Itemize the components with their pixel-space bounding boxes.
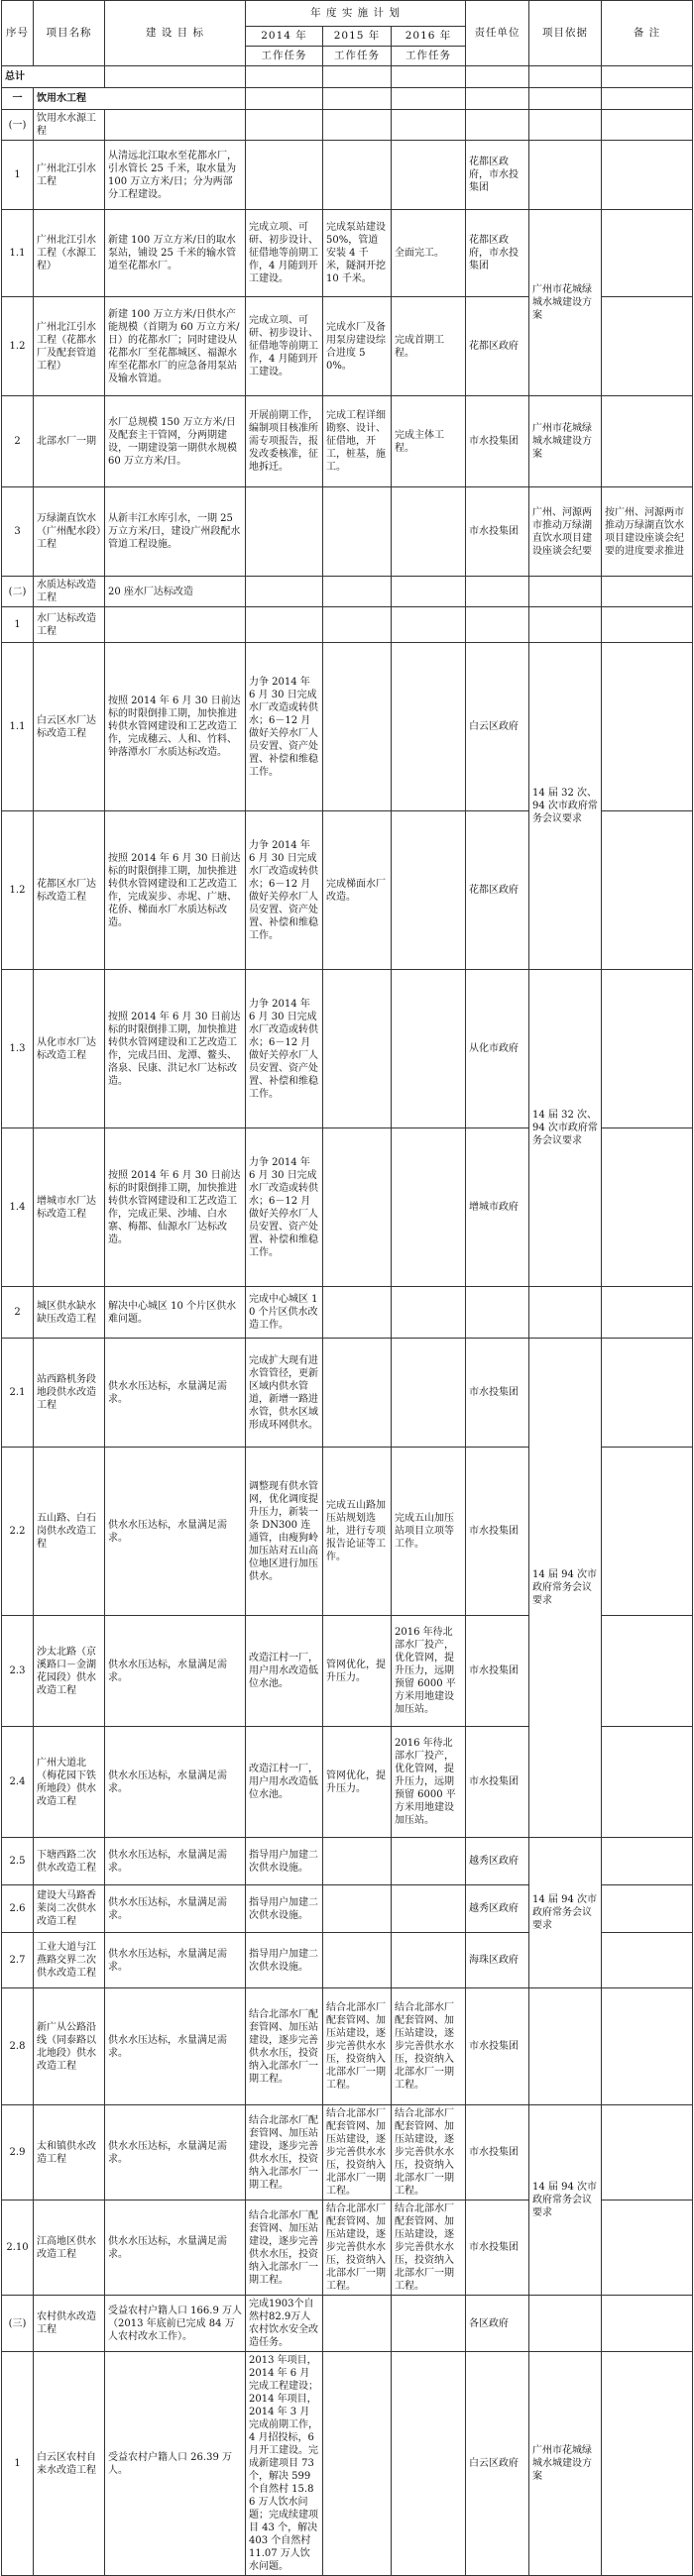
project-name: 建设大马路香莱岗二次供水改造工程: [34, 1885, 105, 1933]
project-name: 北部水厂一期: [34, 396, 105, 487]
row-no: 2: [2, 1287, 34, 1339]
responsible-unit: 市水投集团: [466, 487, 529, 577]
task-2016: 结合北部水厂配套管网、加压站建设，逐步完善供水水压，投资纳入北部水厂一期工程。: [392, 2105, 466, 2200]
task-2015: 完成五山路加压站规划选址，进行专项报告论证等工作。: [323, 1448, 392, 1616]
project-basis: 14 届 32 次、94 次市政府常务会议要求: [529, 970, 602, 1287]
group-goal: 20 座水厂达标改造: [105, 577, 246, 607]
project-name: 从化市水厂达标改造工程: [34, 970, 105, 1128]
task-2014: 完成立项、可研、初步设计、征借地等前期工作，4 月随到开工建设。: [246, 210, 323, 297]
header-task-2014: 工作任务: [246, 47, 323, 66]
project-name: 站西路机务段地段供水改造工程: [34, 1339, 105, 1448]
row-no: 1.4: [2, 1128, 34, 1287]
responsible-unit: 市水投集团: [466, 1727, 529, 1838]
group-name: 饮用水水源工程: [34, 110, 105, 141]
project-goal: 新建 100 万立方米/日供水产能规模（首期为 60 万立方米/日）的花都水厂；同时建设从花都水厂至花都城区、福源水库至花都水厂的应急备用泵站及输水管道。: [105, 297, 246, 396]
row-no: 2.6: [2, 1885, 34, 1933]
task-2015: 结合北部水厂配套管网、加压站建设，逐步完善供水水压，投资纳入北部水厂一期工程。: [323, 2200, 392, 2296]
project-name: 五山路、白石岗供水改造工程: [34, 1448, 105, 1616]
task-2014: 开展前期工作，编制项目核准所需专项报告，报发改委核准，征地拆迁。: [246, 396, 323, 487]
project-basis: 14 届 94 次市政府常务会议要求: [529, 1339, 602, 1838]
project-goal: 从新丰江水库引水，一期 25 万立方米/日，建设广州段配水管道工程设施。: [105, 487, 246, 577]
task-2014: 完成中心城区 10 个片区供水改造工作。: [246, 1287, 323, 1339]
project-name: 广州北江引水工程（水源工程）: [34, 210, 105, 297]
header-annual-plan: 年 度 实 施 计 划: [246, 1, 466, 27]
project-goal: 解决中心城区 10 个片区供水难问题。: [105, 1287, 246, 1339]
row-no: 2.1: [2, 1339, 34, 1448]
project-goal: 按照 2014 年 6 月 30 日前达标的时限倒排工期，加快推进转供水管网建设和工艺改造工作，完成穗云、人和、竹料、钟落潭水厂水质达标改造。: [105, 643, 246, 811]
responsible-unit: 花都区政府，市水投集团: [466, 141, 529, 210]
row-no: 1.2: [2, 811, 34, 970]
project-goal: 受益农村户籍人口 26.39 万人。: [105, 2352, 246, 2576]
table-row: [2, 210, 693, 297]
responsible-unit: 白云区政府: [466, 2352, 529, 2576]
table-row: [2, 970, 693, 1128]
task-2014: 改造江村一厂，用户用水改造低位水池。: [246, 1616, 323, 1727]
row-no: 1: [2, 2352, 34, 2576]
table-row: [2, 487, 693, 577]
responsible-unit: 花都区政府: [466, 297, 529, 396]
table-row: [2, 2105, 693, 2200]
responsible-unit: 越秀区政府: [466, 1838, 529, 1885]
task-2016: 完成五山加压站项目立项等工作。: [392, 1448, 466, 1616]
project-name: 广州大道北（梅花园下铁所地段）供水改造工程: [34, 1727, 105, 1838]
project-name: 新广从公路沿线（同泰路以北地段）供水改造工程: [34, 1988, 105, 2105]
task-2014: 改造江村一厂，用户用水改造低位水池。: [246, 1727, 323, 1838]
project-name: 工业大道与江燕路交界二次供水改造工程: [34, 1933, 105, 1988]
table-row: [2, 607, 693, 643]
project-goal: 供水水压达标，水量满足需求。: [105, 1727, 246, 1838]
project-goal: 供水水压达标，水量满足需求。: [105, 2105, 246, 2200]
table-row: [2, 66, 693, 88]
project-goal: 供水水压达标，水量满足需求。: [105, 1988, 246, 2105]
section-name: 饮用水工程: [34, 88, 246, 110]
responsible-unit: 花都区政府，市水投集团: [466, 210, 529, 297]
project-name: 沙太北路（京溪路口－金湖花园段）供水改造工程: [34, 1616, 105, 1727]
project-basis: 14 届 32 次、94 次市政府常务会议要求: [529, 643, 602, 970]
task-2016: 完成首期工程。: [392, 297, 466, 396]
project-name: 水厂达标改造工程: [34, 607, 105, 643]
task-2014: 指导用户加建二次供水设施。: [246, 1885, 323, 1933]
table-row: [2, 88, 693, 110]
row-no: 1.1: [2, 210, 34, 297]
project-name: 广州北江引水工程（花都水厂及配套管道工程）: [34, 297, 105, 396]
table-row: [2, 577, 693, 607]
row-no: 2.3: [2, 1616, 34, 1727]
group-no: (二): [2, 577, 34, 607]
row-no: 1.3: [2, 970, 34, 1128]
responsible-unit: 海珠区政府: [466, 1933, 529, 1988]
row-no: 2.8: [2, 1988, 34, 2105]
task-2014: 力争 2014 年 6 月 30 日完成水厂改造或转供水；6－12 月做好关停水厂人员安置、资产处置、补偿和维稳工作。: [246, 970, 323, 1128]
table-row: [2, 1988, 693, 2105]
header-remark: 备 注: [602, 1, 693, 66]
responsible-unit: 从化市政府: [466, 970, 529, 1128]
project-basis: 广州市花城绿城水城建设方案: [529, 2352, 602, 2576]
project-name: 广州北江引水工程: [34, 141, 105, 210]
responsible-unit: 市水投集团: [466, 396, 529, 487]
task-2014: 完成扩大现有进水管管径，更新区域内供水管道，新增一路进水管，供水区域形成环网供水。: [246, 1339, 323, 1448]
row-no: 2.2: [2, 1448, 34, 1616]
group-name: 水质达标改造工程: [34, 577, 105, 607]
project-name: 增城市水厂达标改造工程: [34, 1128, 105, 1287]
row-no: 2.7: [2, 1933, 34, 1988]
table-row: [2, 2296, 693, 2352]
section-no: 一: [2, 88, 34, 110]
task-2016: 2016 年待北部水厂投产，优化管网，提升压力，远期预留 6000 平方米用地建设加压站。: [392, 1727, 466, 1838]
project-goal: 供水水压达标，水量满足需求。: [105, 1448, 246, 1616]
row-no: 3: [2, 487, 34, 577]
task-2015: 管网优化，提升压力。: [323, 1616, 392, 1727]
project-basis: 广州、河源两市推动万绿湖直饮水项目建设座谈会纪要: [529, 487, 602, 577]
project-goal: 供水水压达标，水量满足需求。: [105, 1616, 246, 1727]
task-2014: 力争 2014 年 6 月 30 日完成水厂改造或转供水；6－12 月做好关停水厂人员安置、资产处置、补偿和维稳工作。: [246, 1128, 323, 1287]
responsible-unit: 越秀区政府: [466, 1885, 529, 1933]
header-goal: 建 设 目 标: [105, 1, 246, 66]
task-2014: 调整现有供水管网，优化调度提升压力，新装一条 DN300 连通管，由瘦狗岭加压站对五山高位地区进行加压供水。: [246, 1448, 323, 1616]
table-row: [2, 1838, 693, 1885]
row-no: 1: [2, 141, 34, 210]
row-no: 2.10: [2, 2200, 34, 2296]
header-no: 序号: [2, 1, 34, 66]
group-no: (三): [2, 2296, 34, 2352]
responsible-unit: 市水投集团: [466, 2200, 529, 2296]
project-name: 江高地区供水改造工程: [34, 2200, 105, 2296]
task-2015: 管网优化，提升压力。: [323, 1727, 392, 1838]
task-2014: 完成1903个自然村82.9万人农村饮水安全改造任务。: [246, 2296, 323, 2352]
row-no: 1: [2, 607, 34, 643]
table-row: [2, 141, 693, 210]
responsible-unit: 市水投集团: [466, 1616, 529, 1727]
task-2014: 结合北部水厂配套管网、加压站建设，逐步完善供水水压，投资纳入北部水厂一期工程。: [246, 2105, 323, 2200]
table-row: [2, 643, 693, 811]
task-2014: 2013 年项目，2014 年 6 月完成工程建设；2014 年项目，2014 年 3 月完成前期工作，4 月招投标，6 月开工建设。完成新建项目 73 个，解决 599 个自然村 15.86 万人饮水问题；完成续建项目 43 个，解决 403 个自然村 11.07 万人饮水问题。: [246, 2352, 323, 2576]
header-year-2015: 2015 年: [323, 27, 392, 47]
row-no: 2: [2, 396, 34, 487]
project-goal: 按照 2014 年 6 月 30 日前达标的时限倒排工期，加快推进转供水管网建设和工艺改造工作，完成正果、沙埔、白水寨、梅都、仙源水厂达标改造。: [105, 1128, 246, 1287]
responsible-unit: 市水投集团: [466, 1339, 529, 1448]
group-name: 农村供水改造工程: [34, 2296, 105, 2352]
project-goal: 供水水压达标，水量满足需求。: [105, 1339, 246, 1448]
project-name: 太和镇供水改造工程: [34, 2105, 105, 2200]
project-plan-table: [1, 0, 693, 2576]
task-2015: 完成水厂及备用泵房建设综合进度 50%。: [323, 297, 392, 396]
header-task-2016: 工作任务: [392, 47, 466, 66]
header-responsible-unit: 责任单位: [466, 1, 529, 66]
group-goal: 受益农村户籍人口 166.9 万人（2013 年底前已完成 84 万人农村改水工作）。: [105, 2296, 246, 2352]
project-goal: 供水水压达标，水量满足需求。: [105, 2200, 246, 2296]
header-year-2016: 2016 年: [392, 27, 466, 47]
table-row: [2, 2352, 693, 2576]
task-2016: 2016 年待北部水厂投产，优化管网，提升压力，远期预留 6000 平方米用地建设加压站。: [392, 1616, 466, 1727]
table-row: [2, 110, 693, 141]
responsible-unit: 市水投集团: [466, 2105, 529, 2200]
task-2014: 结合北部水厂配套管网、加压站建设，逐步完善供水水压，投资纳入北部水厂一期工程。: [246, 2200, 323, 2296]
task-2014: 结合北部水厂配套管网、加压站建设，逐步完善供水水压，投资纳入北部水厂一期工程。: [246, 1988, 323, 2105]
project-basis: 14 届 94 次市政府常务会议要求: [529, 1838, 602, 1988]
remark: 按广州、河源两市推动万绿湖直饮水项目建设座谈会纪要的进度要求推进: [602, 487, 693, 577]
project-name: 白云区农村自来水改造工程: [34, 2352, 105, 2576]
task-2014: 指导用户加建二次供水设施。: [246, 1838, 323, 1885]
row-no: 2.5: [2, 1838, 34, 1885]
project-goal: 供水水压达标，水量满足需求。: [105, 1885, 246, 1933]
header-task-2015: 工作任务: [323, 47, 392, 66]
group-no: (一): [2, 110, 34, 141]
project-goal: 新建 100 万立方米/日的取水泵站，铺设 25 千米的输水管道至花都水厂。: [105, 210, 246, 297]
project-name: 下塘西路二次供水改造工程: [34, 1838, 105, 1885]
project-basis: 14 届 94 次市政府常务会议要求: [529, 2105, 602, 2296]
task-2014: 指导用户加建二次供水设施。: [246, 1933, 323, 1988]
project-basis: 广州市花城绿城水城建设方案: [529, 396, 602, 487]
table-row: [2, 396, 693, 487]
project-basis: 广州市花城绿城水城建设方案: [529, 210, 602, 396]
table-row: [2, 1287, 693, 1339]
task-2016: 结合北部水厂配套管网、加压站建设，逐步完善供水水压，投资纳入北部水厂一期工程。: [392, 2200, 466, 2296]
project-goal: 供水水压达标，水量满足需求。: [105, 1838, 246, 1885]
task-2016: 完成主体工程。: [392, 396, 466, 487]
project-name: 城区供水缺水缺压改造工程: [34, 1287, 105, 1339]
table-row: [2, 1339, 693, 1448]
task-2014: 力争 2014 年 6 月 30 日完成水厂改造或转供水；6－12 月做好关停水厂人员安置、资产处置、补偿和维稳工作。: [246, 643, 323, 811]
project-name: 万绿湖直饮水（广州配水段）工程: [34, 487, 105, 577]
task-2015: 完成梯面水厂改造。: [323, 811, 392, 970]
row-no: 1.1: [2, 643, 34, 811]
project-goal: 按照 2014 年 6 月 30 日前达标的时限倒排工期，加快推进转供水管网建设和工艺改造工作，完成吕田、龙潭、鳌头、洛泉、民康、洪记水厂达标改造。: [105, 970, 246, 1128]
row-no: 2.9: [2, 2105, 34, 2200]
row-no: 2.4: [2, 1727, 34, 1838]
responsible-unit: 市水投集团: [466, 1448, 529, 1616]
project-goal: 按照 2014 年 6 月 30 日前达标的时限倒排工期，加快推进转供水管网建设和工艺改造工作，完成炭步、赤坭、广塘、花侨、梯面水厂水质达标改造。: [105, 811, 246, 970]
task-2016: 全面完工。: [392, 210, 466, 297]
responsible-unit: 白云区政府: [466, 643, 529, 811]
project-goal: 从清远北江取水至花都水厂，引水管长 25 千米，取水量为 100 万立方米/日；分为两部分工程建设。: [105, 141, 246, 210]
task-2015: 结合北部水厂配套管网、加压站建设，逐步完善供水水压，投资纳入北部水厂一期工程。: [323, 1988, 392, 2105]
task-2014: 完成立项、可研、初步设计、征借地等前期工作，4 月随到开工建设。: [246, 297, 323, 396]
project-name: 白云区水厂达标改造工程: [34, 643, 105, 811]
project-goal: 供水水压达标，水量满足需求。: [105, 1933, 246, 1988]
task-2016: 结合北部水厂配套管网、加压站建设，逐步完善供水水压，投资纳入北部水厂一期工程。: [392, 1988, 466, 2105]
task-2015: 完成泵站建设 50%，管道安装 4 千米，隧洞开挖 10 千米。: [323, 210, 392, 297]
row-total-label: 总计: [2, 66, 105, 88]
task-2015: 结合北部水厂配套管网、加压站建设，逐步完善供水水压，投资纳入北部水厂一期工程。: [323, 2105, 392, 2200]
project-name: 花都区水厂达标改造工程: [34, 811, 105, 970]
responsible-unit: 市水投集团: [466, 1988, 529, 2105]
responsible-unit: 各区政府: [466, 2296, 529, 2352]
responsible-unit: 增城市政府: [466, 1128, 529, 1287]
header-project-name: 项目名称: [34, 1, 105, 66]
responsible-unit: 花都区政府: [466, 811, 529, 970]
header-year-2014: 2014 年: [246, 27, 323, 47]
project-goal: 水厂总规模 150 万立方米/日及配套主干管网，分两期建设，一期建设第一期供水规模 60 万立方米/日。: [105, 396, 246, 487]
task-2015: 完成工程详细勘察、设计、征借地，开工，桩基，施工。: [323, 396, 392, 487]
task-2014: 力争 2014 年 6 月 30 日完成水厂改造或转供水；6－12 月做好关停水厂人员安置、资产处置、补偿和维稳工作。: [246, 811, 323, 970]
row-no: 1.2: [2, 297, 34, 396]
header-project-basis: 项目依据: [529, 1, 602, 66]
